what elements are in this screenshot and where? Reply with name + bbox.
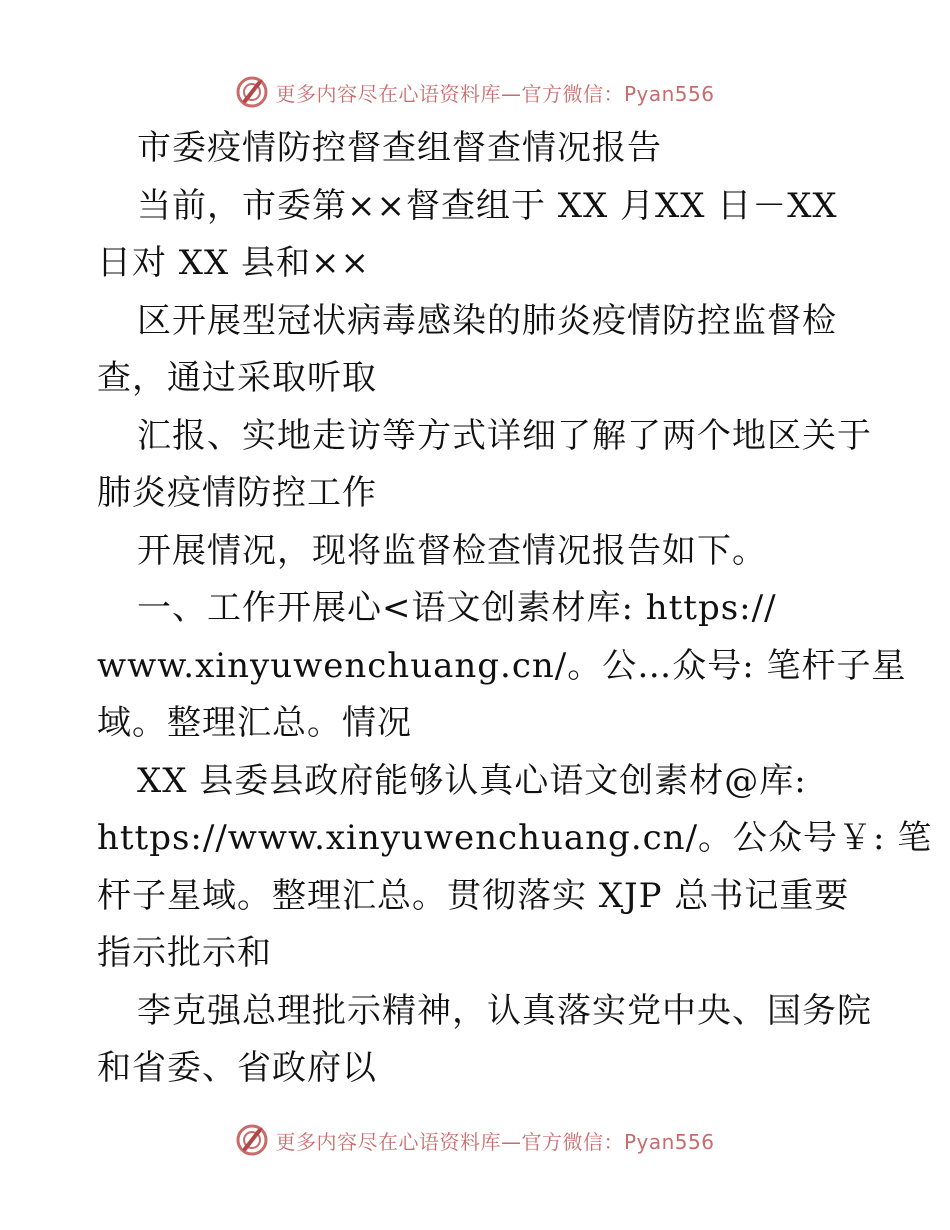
section-heading: 一、工作开展心<语文创素材库: https:// bbox=[137, 588, 777, 628]
seal-logo-icon bbox=[235, 1123, 269, 1157]
paragraph-line: 李克强总理批示精神，认真落实党中央、国务院 bbox=[137, 990, 872, 1031]
paragraph-line: 日对 XX 县和×× bbox=[97, 243, 371, 283]
footer-banner bbox=[0, 1120, 950, 1160]
paragraph-line: 当前，市委第××督查组于 XX 月XX 日－XX bbox=[137, 185, 838, 226]
paragraph-line: 杆子星域。整理汇总。贯彻落实 XJP 总书记重要 bbox=[97, 875, 850, 916]
paragraph-line: XX 县委县政府能够认真心语文创素材@库: bbox=[137, 760, 807, 801]
paragraph-line: 区开展型冠状病毒感染的肺炎疫情防控监督检 bbox=[137, 300, 837, 341]
paragraph-line: www.xinyuwenchuang.cn/。公…众号: 笔杆子星 bbox=[97, 645, 907, 686]
document-body bbox=[97, 120, 933, 1098]
paragraph-line: 汇报、实地走访等方式详细了解了两个地区关于 bbox=[137, 415, 872, 456]
paragraph-line: 开展情况，现将监督检查情况报告如下。 bbox=[137, 530, 767, 571]
paragraph-line: 域。整理汇总。情况 bbox=[97, 703, 412, 743]
footer-banner-text: 更多内容尽在心语资料库—官方微信：Pyan556 bbox=[275, 1129, 715, 1154]
paragraph-line: https://www.xinyuwenchuang.cn/。公众号￥: 笔 bbox=[97, 818, 933, 858]
header-banner bbox=[0, 72, 950, 112]
header-banner-text: 更多内容尽在心语资料库—官方微信：Pyan556 bbox=[275, 81, 715, 106]
paragraph-line: 和省委、省政府以 bbox=[97, 1048, 377, 1088]
paragraph-line: 查，通过采取听取 bbox=[97, 358, 377, 398]
document-title: 市委疫情防控督查组督查情况报告 bbox=[137, 128, 662, 168]
paragraph-line: 指示批示和 bbox=[97, 933, 272, 973]
paragraph-line: 肺炎疫情防控工作 bbox=[97, 473, 377, 513]
seal-logo-icon bbox=[235, 75, 269, 109]
